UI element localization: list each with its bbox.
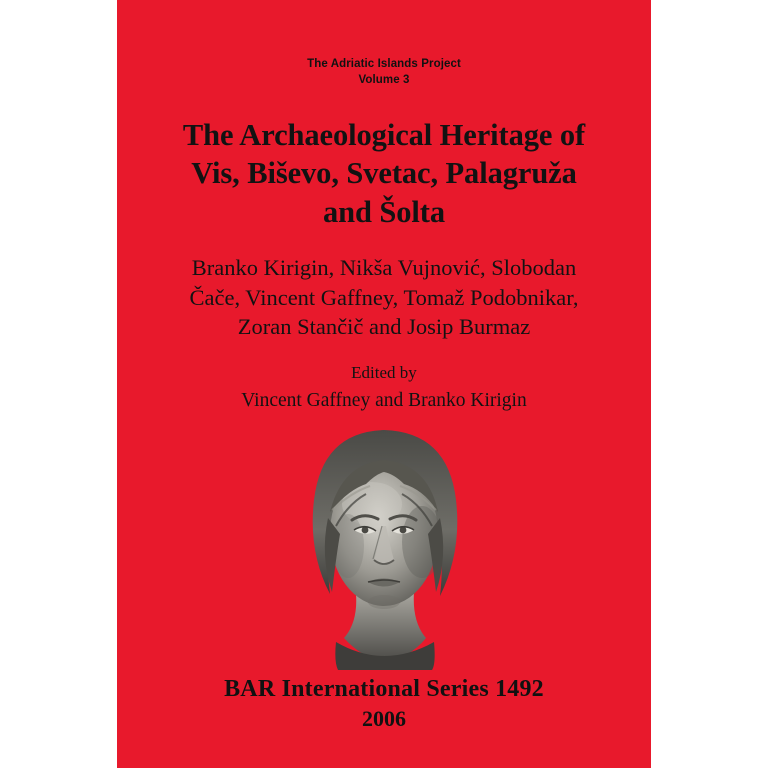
cover-illustration [117, 426, 651, 672]
footer-block [117, 676, 651, 732]
title-line-2: Vis, Biševo, Svetac, Palagruža [191, 156, 577, 191]
bar-series-line: BAR International Series 1492 [224, 676, 544, 702]
author-list [154, 253, 614, 341]
bar-year: 2006 [362, 706, 406, 731]
series-volume: Volume 3 [358, 73, 410, 86]
author-line-3: Zoran Stančič and Josip Burmaz [237, 313, 531, 339]
series-block [307, 57, 461, 88]
author-line-2: Čače, Vincent Gaffney, Tomaž Podobnikar, [189, 284, 579, 310]
book-title [149, 116, 619, 231]
series-name: The Adriatic Islands Project [307, 58, 461, 70]
title-line-3: and Šolta [323, 194, 445, 229]
edited-by-label: Edited by [351, 363, 417, 383]
title-line-1: The Archaeological Heritage of [182, 118, 586, 153]
cover-panel [117, 0, 651, 768]
marble-head-sculpture-icon [286, 426, 482, 670]
author-line-1: Branko Kirigin, Nikša Vujnović, Slobodan [191, 255, 577, 281]
editor-names: Vincent Gaffney and Branko Kirigin [241, 390, 527, 412]
